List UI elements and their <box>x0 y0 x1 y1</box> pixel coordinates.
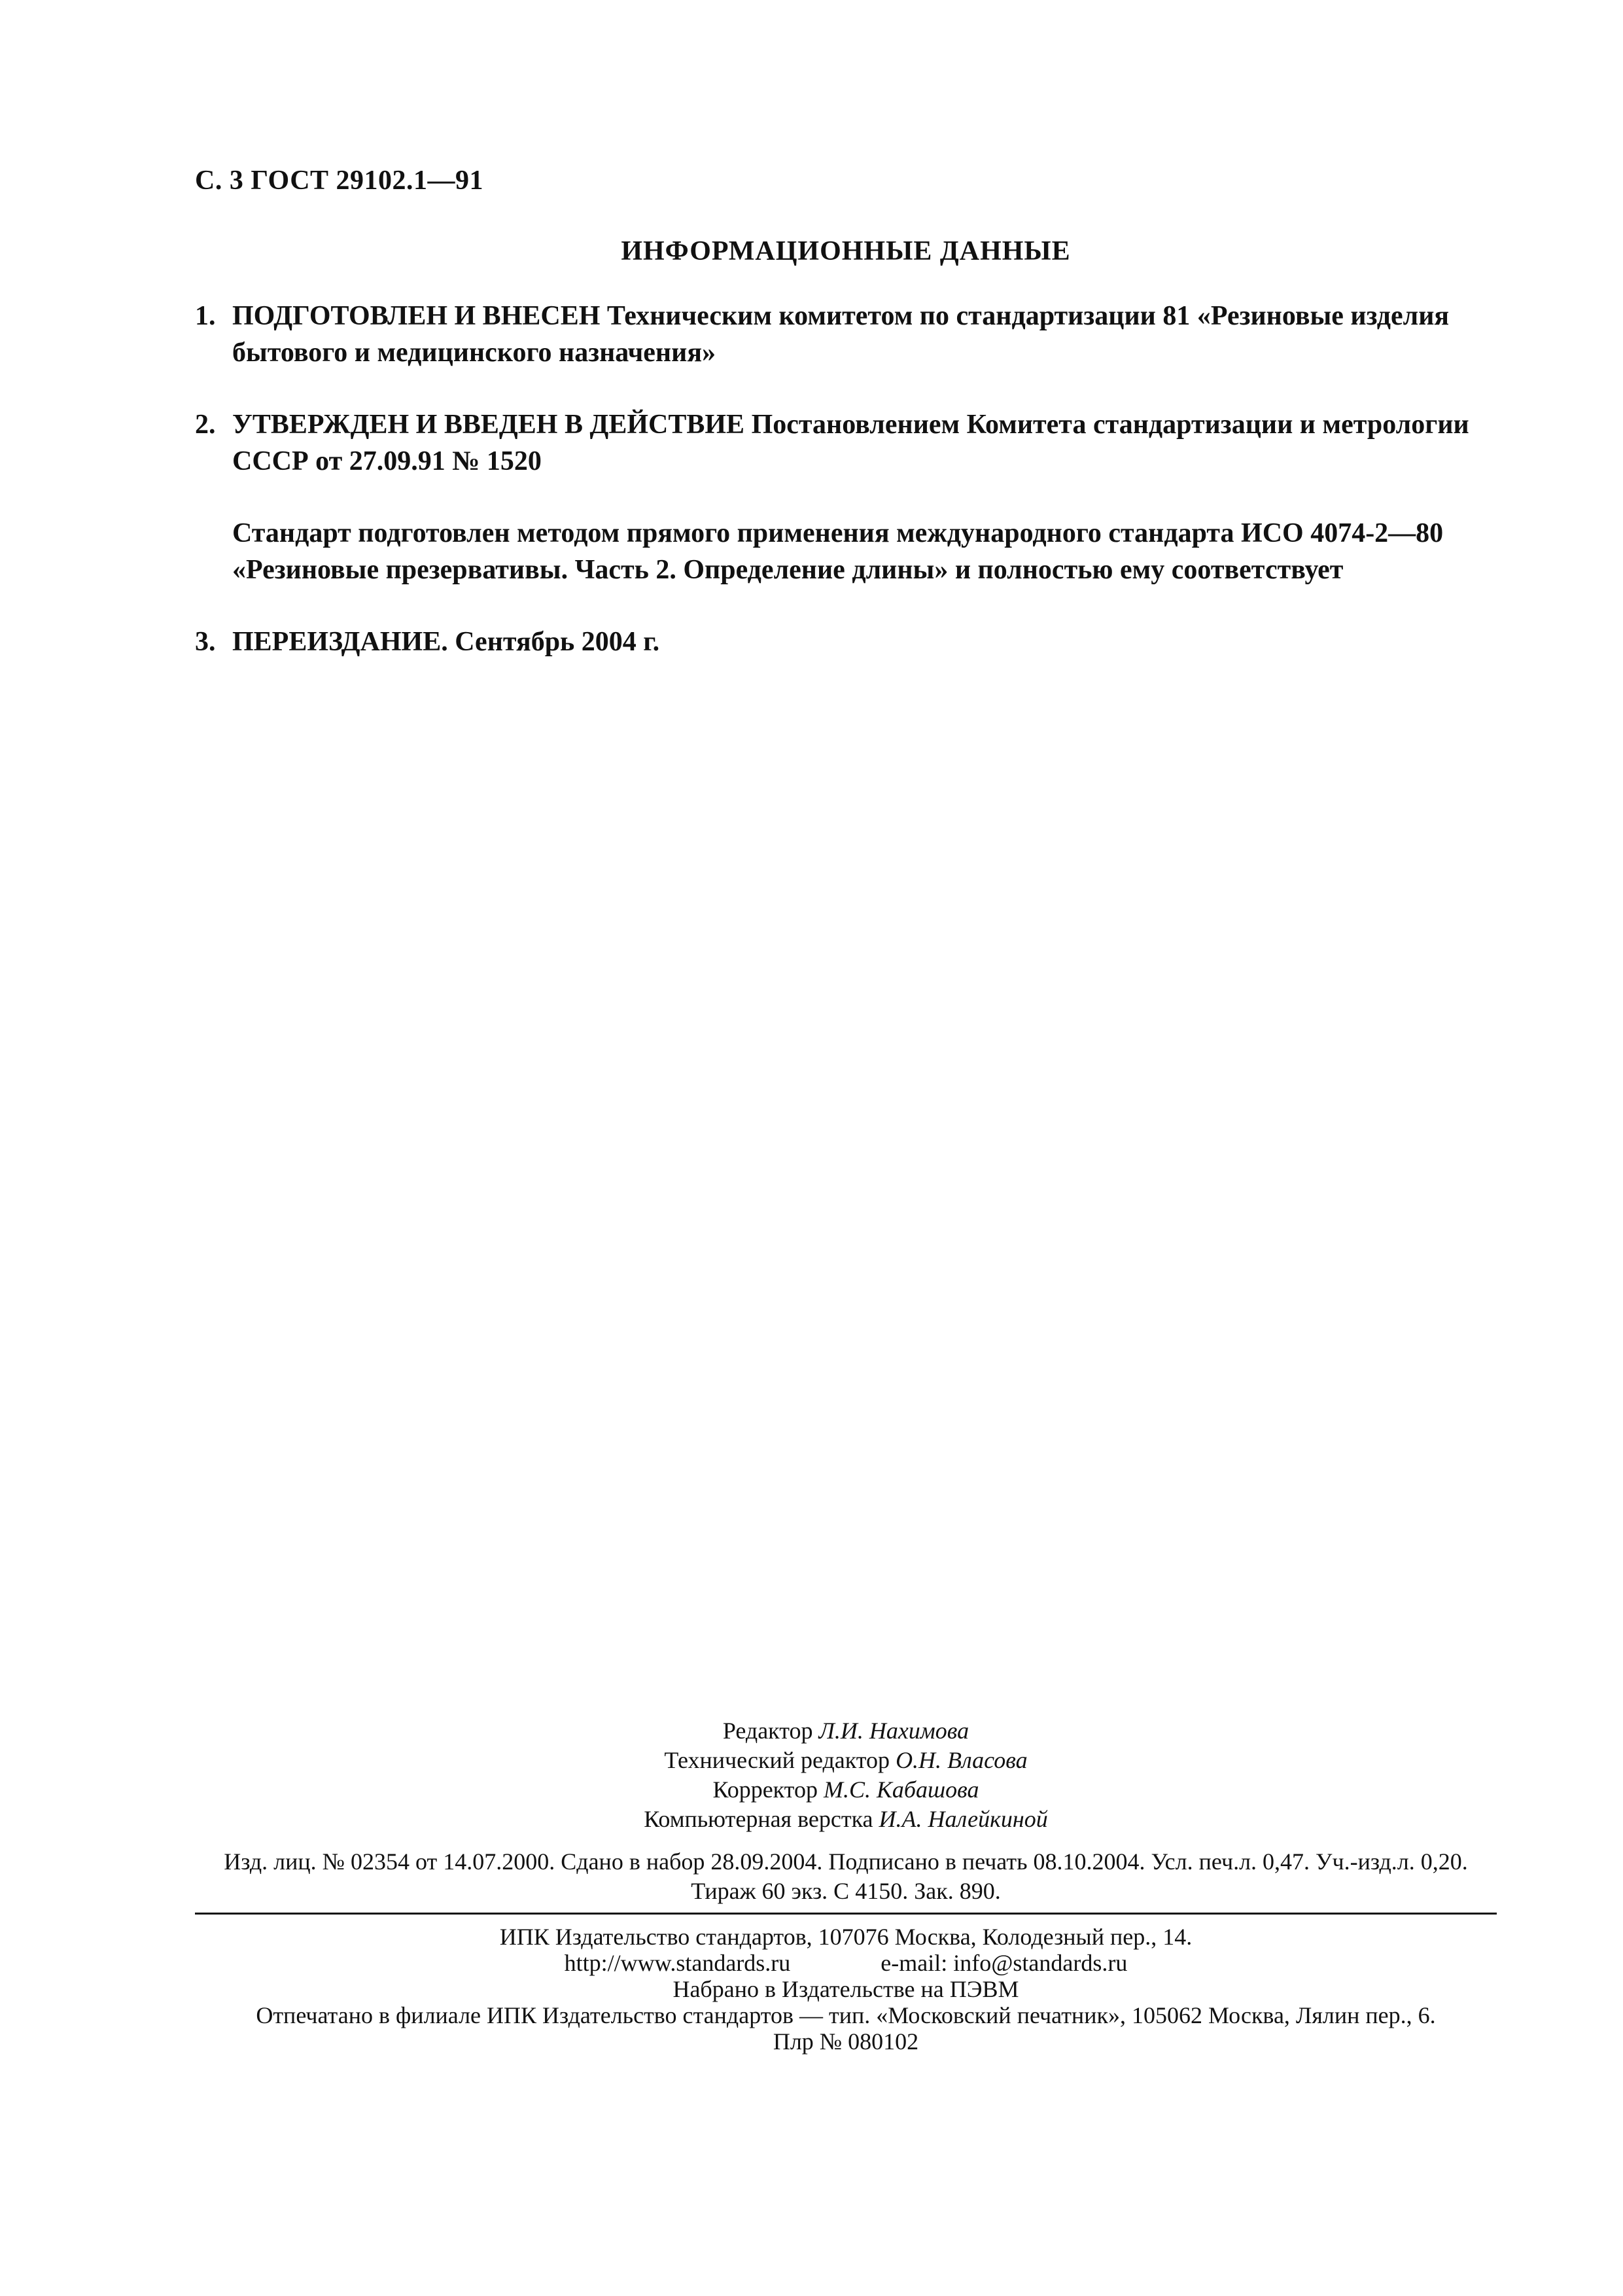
publisher-block <box>195 1924 1497 2055</box>
credit-role: Редактор <box>722 1718 813 1744</box>
info-list <box>195 298 1510 696</box>
credit-technical-editor <box>195 1746 1497 1775</box>
info-item-number: 3. <box>195 627 216 657</box>
info-item-text: ПЕРЕИЗДАНИЕ. Сентябрь 2004 г. <box>232 627 660 657</box>
credit-role: Корректор <box>712 1776 818 1803</box>
info-item-2 <box>195 406 1510 588</box>
credit-layout <box>195 1805 1497 1834</box>
info-item-1 <box>195 298 1510 371</box>
imprint-block <box>195 1847 1497 1906</box>
info-item-3 <box>195 624 1510 660</box>
info-item-note: Стандарт подготовлен методом прямого применения международного стандарта ИСО 4074-2—80 «Резиновые презервативы. Часть 2. Определение длины» и полностью ему соответствует <box>232 518 1444 585</box>
printed-note: Отпечатано в филиале ИПК Издательство стандартов — тип. «Московский печатник», 105062 Москва, Лялин пер., 6. <box>256 2002 1436 2028</box>
credit-person: Л.И. Нахимова <box>818 1718 969 1744</box>
publisher-contacts <box>195 1950 1497 1976</box>
divider-line <box>195 1913 1497 1915</box>
credit-role: Компьютерная верстка <box>644 1806 873 1832</box>
credit-person: М.С. Кабашова <box>823 1776 979 1803</box>
credit-proofreader <box>195 1775 1497 1805</box>
typeset-note: Набрано в Издательстве на ПЭВМ <box>672 1976 1019 2002</box>
info-item-number: 1. <box>195 301 216 331</box>
imprint-line-1: Изд. лиц. № 02354 от 14.07.2000. Сдано в набор 28.09.2004. Подписано в печать 08.10.2004. Усл. печ.л. 0,47. Уч.-изд.л. 0,20. <box>224 1848 1468 1875</box>
page-header: С. 3 ГОСТ 29102.1—91 <box>195 166 484 196</box>
publisher-website-link[interactable]: http://www.standards.ru <box>564 1950 791 1976</box>
license-number: Плр № 080102 <box>773 2028 919 2055</box>
info-item-text: УТВЕРЖДЕН И ВВЕДЕН В ДЕЙСТВИЕ Постановлением Комитета стандартизации и метрологии СССР от 27.09.91 № 1520 <box>232 410 1469 476</box>
publisher-address: ИПК Издательство стандартов, 107076 Москва, Колодезный пер., 14. <box>499 1924 1193 1950</box>
credit-role: Технический редактор <box>664 1747 890 1773</box>
credit-editor <box>195 1716 1497 1746</box>
section-title: ИНФОРМАЦИОННЫЕ ДАННЫЕ <box>621 236 1071 266</box>
info-item-text: ПОДГОТОВЛЕН И ВНЕСЕН Техническим комитетом по стандартизации 81 «Резиновые изделия бытового и медицинского назначения» <box>232 301 1450 368</box>
credits-block <box>195 1716 1497 1834</box>
publisher-email: e-mail: info@standards.ru <box>881 1950 1128 1976</box>
credit-person: И.А. Налейкиной <box>879 1806 1048 1832</box>
imprint-line-2: Тираж 60 экз. С 4150. Зак. 890. <box>691 1878 1001 1904</box>
credit-person: О.Н. Власова <box>896 1747 1028 1773</box>
info-item-number: 2. <box>195 410 216 440</box>
